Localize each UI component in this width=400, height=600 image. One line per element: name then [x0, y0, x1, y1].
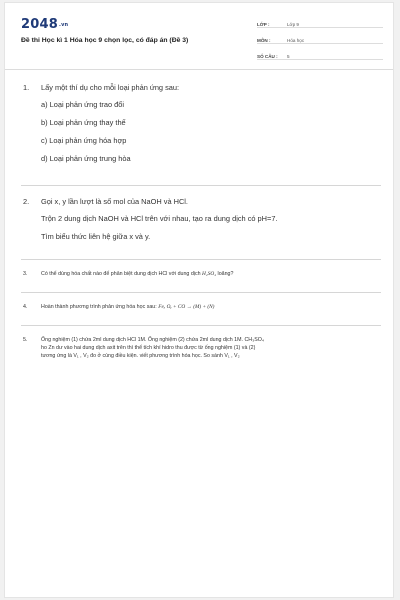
question-text: Gọi x, y lần lượt là số mol của NaOH và HCl. — [41, 197, 188, 206]
question-number: 4. — [23, 304, 28, 310]
question-text-main: Có thể dùng hóa chất nào để phân biệt dung dịch HCl với dung dịch — [41, 271, 201, 277]
meta-count-row — [257, 47, 383, 60]
meta-grade-key: LỚP : — [257, 22, 270, 27]
question-divider — [21, 259, 381, 260]
exam-title: Đề thi Học kì 1 Hóa học 9 chọn lọc, có đáp án (Đề 3) — [21, 37, 189, 44]
question-text: tương ứng là V₁ , V₂ đo ở cùng điều kiện. viết phương trình hóa học. So sánh V₁ , V₂ — [41, 353, 240, 359]
formula: Feₓ Oᵧ + CO → (M) + (N) — [158, 304, 215, 310]
meta-subject-key: MÔN : — [257, 38, 271, 43]
exam-sheet — [4, 2, 394, 598]
exam-meta — [257, 15, 383, 63]
meta-grade-row — [257, 15, 383, 28]
question-text: Trộn 2 dung dịch NaOH và HCl trên với nhau, tạo ra dung dịch có pH=7. — [41, 214, 278, 223]
meta-subject-row — [257, 31, 383, 44]
meta-grade-value: Lớp 9 — [287, 22, 299, 27]
question-divider — [21, 325, 381, 326]
question-number: 2. — [23, 197, 30, 206]
question-number: 5. — [23, 337, 28, 343]
question-option: b) Loại phản ứng thay thế — [41, 118, 126, 127]
question-number: 3. — [23, 271, 28, 277]
question-text-tail: loãng? — [217, 271, 234, 277]
question-text — [41, 271, 391, 279]
meta-count-key: SỐ CÂU : — [257, 54, 278, 59]
question-divider — [21, 185, 381, 186]
meta-count-value: 5 — [287, 54, 290, 59]
question-text-main: Hoàn thành phương trình phản ứng hóa học sau: — [41, 304, 157, 310]
meta-subject-value: Hóa học — [287, 38, 305, 43]
question-text: Ống nghiệm (1) chứa 2ml dung dịch HCl 1M. Ống nghiệm (2) chứa 2ml dung dịch 1M. CH₃SO₄ — [41, 337, 265, 343]
question-number: 1. — [23, 83, 30, 92]
logo-text: 2048 — [21, 17, 58, 32]
formula: H₂SO₄ — [202, 271, 217, 277]
question-text — [41, 304, 391, 312]
question-option: a) Loại phản ứng trao đổi — [41, 100, 125, 109]
question-divider — [21, 292, 381, 293]
site-logo[interactable] — [21, 17, 68, 32]
question-text: Lấy một thí dụ cho mỗi loại phản ứng sau: — [41, 83, 180, 92]
question-text: Tìm biểu thức liên hệ giữa x và y. — [41, 232, 151, 241]
logo-suffix: .vn — [58, 21, 69, 28]
question-text: ho Zn dư vào hai dung dịch axit trên thì thể tích khí hidro thu được từ ống nghiệm (1) và (2) — [41, 345, 256, 351]
question-option: d) Loại phản ứng trung hòa — [41, 154, 131, 163]
question-option: c) Loại phản ứng hóa hợp — [41, 136, 127, 145]
exam-header — [5, 3, 393, 70]
